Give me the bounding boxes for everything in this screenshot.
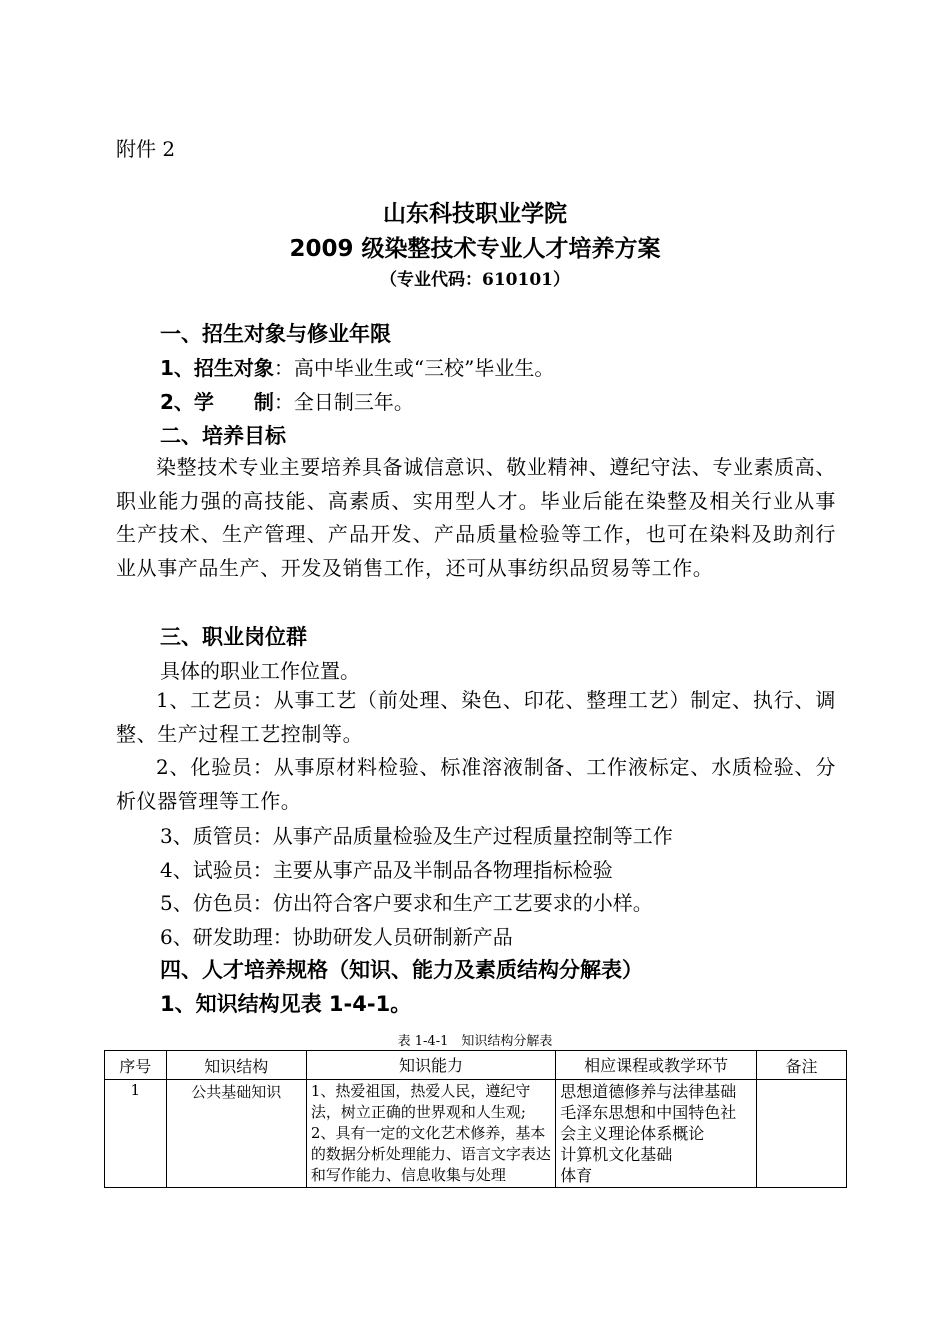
job-item-2: 2、化验员：从事原材料检验、标准溶液制备、工作液标定、水质检验、分析仪器管理等工作。 [116,755,836,813]
section-3-heading: 三、职业岗位群 [160,625,307,649]
job-item-1: 1、工艺员：从事工艺（前处理、染色、印花、整理工艺）制定、执行、调整、生产过程工艺控制等。 [116,688,836,746]
header-no: 序号 [105,1051,167,1080]
plan-title: 2009 级染整技术专业人才培养方案 [289,236,661,262]
section-4-sub-1: 1、知识结构见表 1-4-1。 [160,992,412,1016]
header-courses: 相应课程或教学环节 [556,1051,757,1080]
header-ability: 知识能力 [306,1051,555,1080]
row-courses: 思想道德修养与法律基础 毛泽东思想和中国特色社会主义理论体系概论 计算机文化基础 体育 [556,1080,757,1188]
header-knowledge: 知识结构 [166,1051,306,1080]
section-1-heading: 一、招生对象与修业年限 [160,322,391,346]
major-code: （专业代码：610101） [380,270,570,290]
attachment-label: 附件 2 [116,137,176,161]
job-item-5: 5、仿色员：仿出符合客户要求和生产工艺要求的小样。 [160,891,653,915]
knowledge-structure-table [104,1050,847,1188]
row-ability: 1、热爱祖国，热爱人民，遵纪守法，树立正确的世界观和人生观; 2、具有一定的文化艺术修养，基本的数据分析处理能力、语言文字表达和写作能力、信息收集与处理 [306,1080,555,1188]
job-item-6: 6、研发助理：协助研发人员研制新产品 [160,925,513,949]
duration-line [160,386,414,415]
job-item-3: 3、质管员：从事产品质量检验及生产过程质量控制等工作 [160,824,673,848]
duration-label: 2、学 制 [160,390,274,414]
enrollment-label: 1、招生对象 [160,356,274,380]
header-note: 备注 [757,1051,847,1080]
duration-text: ：全日制三年。 [273,390,414,414]
row-note [757,1080,847,1188]
training-goal-paragraph: 染整技术专业主要培养具备诚信意识、敬业精神、遵纪守法、专业素质高、职业能力强的高技能、高素质、实用型人才。毕业后能在染整及相关行业从事生产技术、生产管理、产品开发、产品质量检验等工作，也可在染料及助剂行业从事产品生产、开发及销售工作，还可从事纺织品贸易等工作。 [116,455,836,580]
section-2-heading: 二、培养目标 [160,424,286,448]
row-no: 1 [105,1080,167,1188]
table-header-row [105,1051,847,1080]
table-caption: 表 1-4-1 知识结构分解表 [397,1034,553,1049]
row-knowledge: 公共基础知识 [166,1080,306,1188]
section-4-heading: 四、人才培养规格（知识、能力及素质结构分解表） [160,958,643,982]
school-name: 山东科技职业学院 [383,201,567,227]
enrollment-text: ：高中毕业生或“三校”毕业生。 [273,356,555,380]
section-3-intro: 具体的职业工作位置。 [160,659,360,683]
table-row [105,1080,847,1188]
job-item-4: 4、试验员：主要从事产品及半制品各物理指标检验 [160,858,613,882]
enrollment-line [160,352,554,381]
